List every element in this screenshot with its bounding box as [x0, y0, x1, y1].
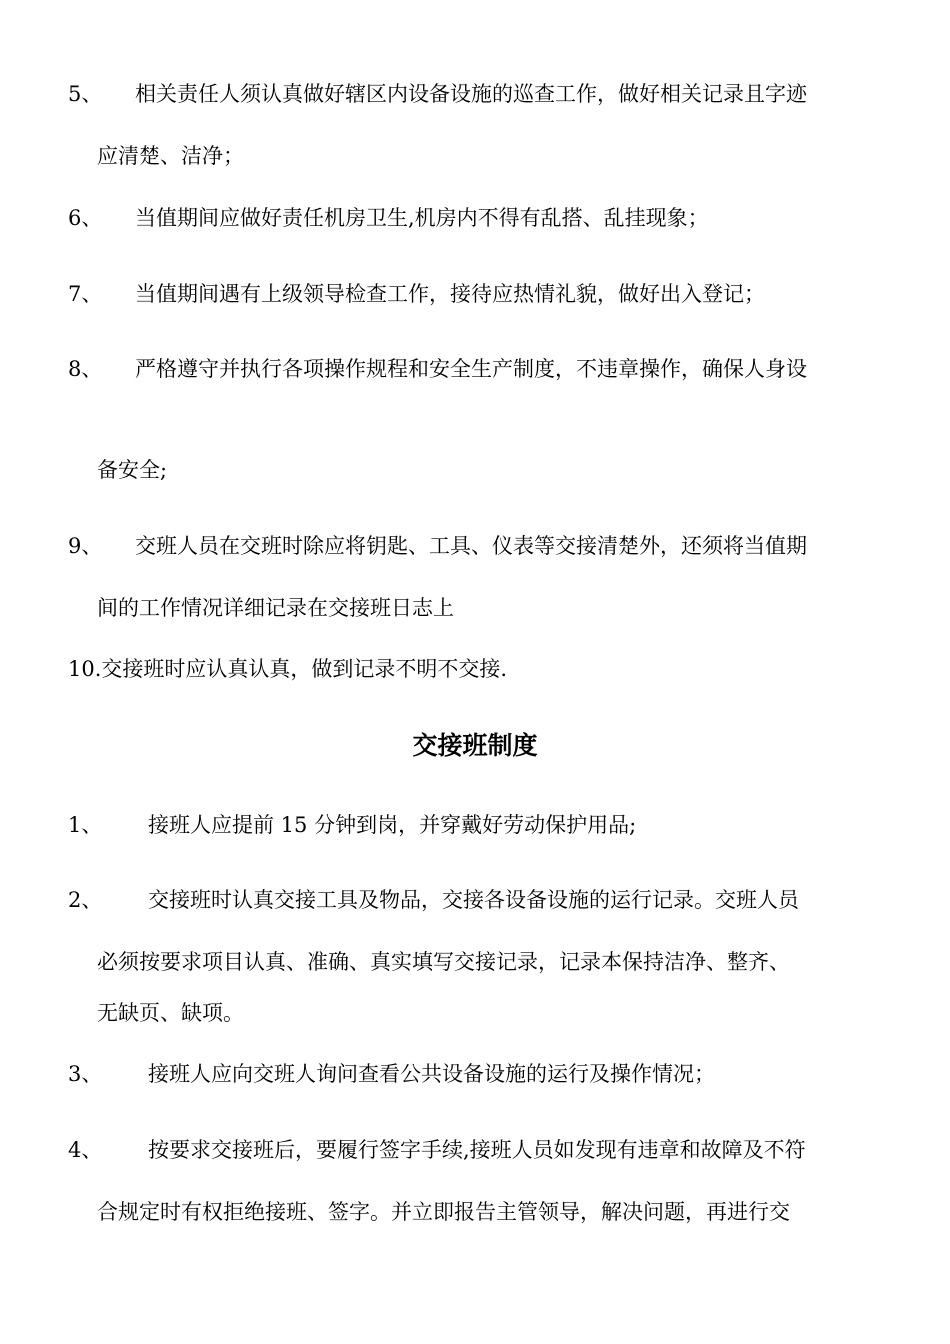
item-text: 合规定时有权拒绝接班、签字。并立即报告主管领导，解决问题，再进行交 — [97, 1200, 790, 1224]
item-text: 当值期间遇有上级领导检查工作，接待应热情礼貌，做好出入登记； — [135, 282, 765, 306]
item-text: 应清楚、洁净； — [97, 144, 244, 168]
item-number: 5、 — [68, 82, 103, 106]
item-number: 9、 — [68, 534, 103, 558]
item-number: 1、 — [68, 813, 103, 837]
item-text: 交班人员在交班时除应将钥匙、工具、仪表等交接清楚外，还须将当值期 — [135, 534, 807, 558]
item-text: 当值期间应做好责任机房卫生,机房内不得有乱搭、乱挂现象； — [135, 206, 709, 230]
item-number: 2、 — [68, 888, 103, 912]
item-text: 备安全; — [97, 458, 168, 482]
item-text: 10.交接班时应认真认真，做到记录不明不交接. — [68, 657, 508, 681]
item-text: 按要求交接班后，要履行签字手续,接班人员如发现有违章和故障及不符 — [148, 1138, 806, 1162]
section-title: 交接班制度 — [412, 731, 538, 760]
item-number: 7、 — [68, 282, 103, 306]
item-text: 必须按要求项目认真、准确、真实填写交接记录，记录本保持洁净、整齐、 — [97, 950, 790, 974]
item-number: 3、 — [68, 1062, 103, 1086]
item-number: 8、 — [68, 357, 103, 381]
item-number: 6、 — [68, 206, 103, 230]
item-text: 无缺页、缺项。 — [97, 1001, 244, 1025]
item-text: 接班人应向交班人询问查看公共设备设施的运行及操作情况； — [148, 1062, 715, 1086]
item-text: 接班人应提前 15 分钟到岗，并穿戴好劳动保护用品; — [148, 813, 637, 837]
item-text: 相关责任人须认真做好辖区内设备设施的巡查工作，做好相关记录且字迹 — [135, 82, 807, 106]
item-text: 间的工作情况详细记录在交接班日志上 — [97, 596, 454, 620]
item-text: 交接班时认真交接工具及物品，交接各设备设施的运行记录。交班人员 — [148, 888, 799, 912]
item-number: 4、 — [68, 1138, 103, 1162]
item-text: 严格遵守并执行各项操作规程和安全生产制度，不违章操作，确保人身设 — [135, 357, 807, 381]
